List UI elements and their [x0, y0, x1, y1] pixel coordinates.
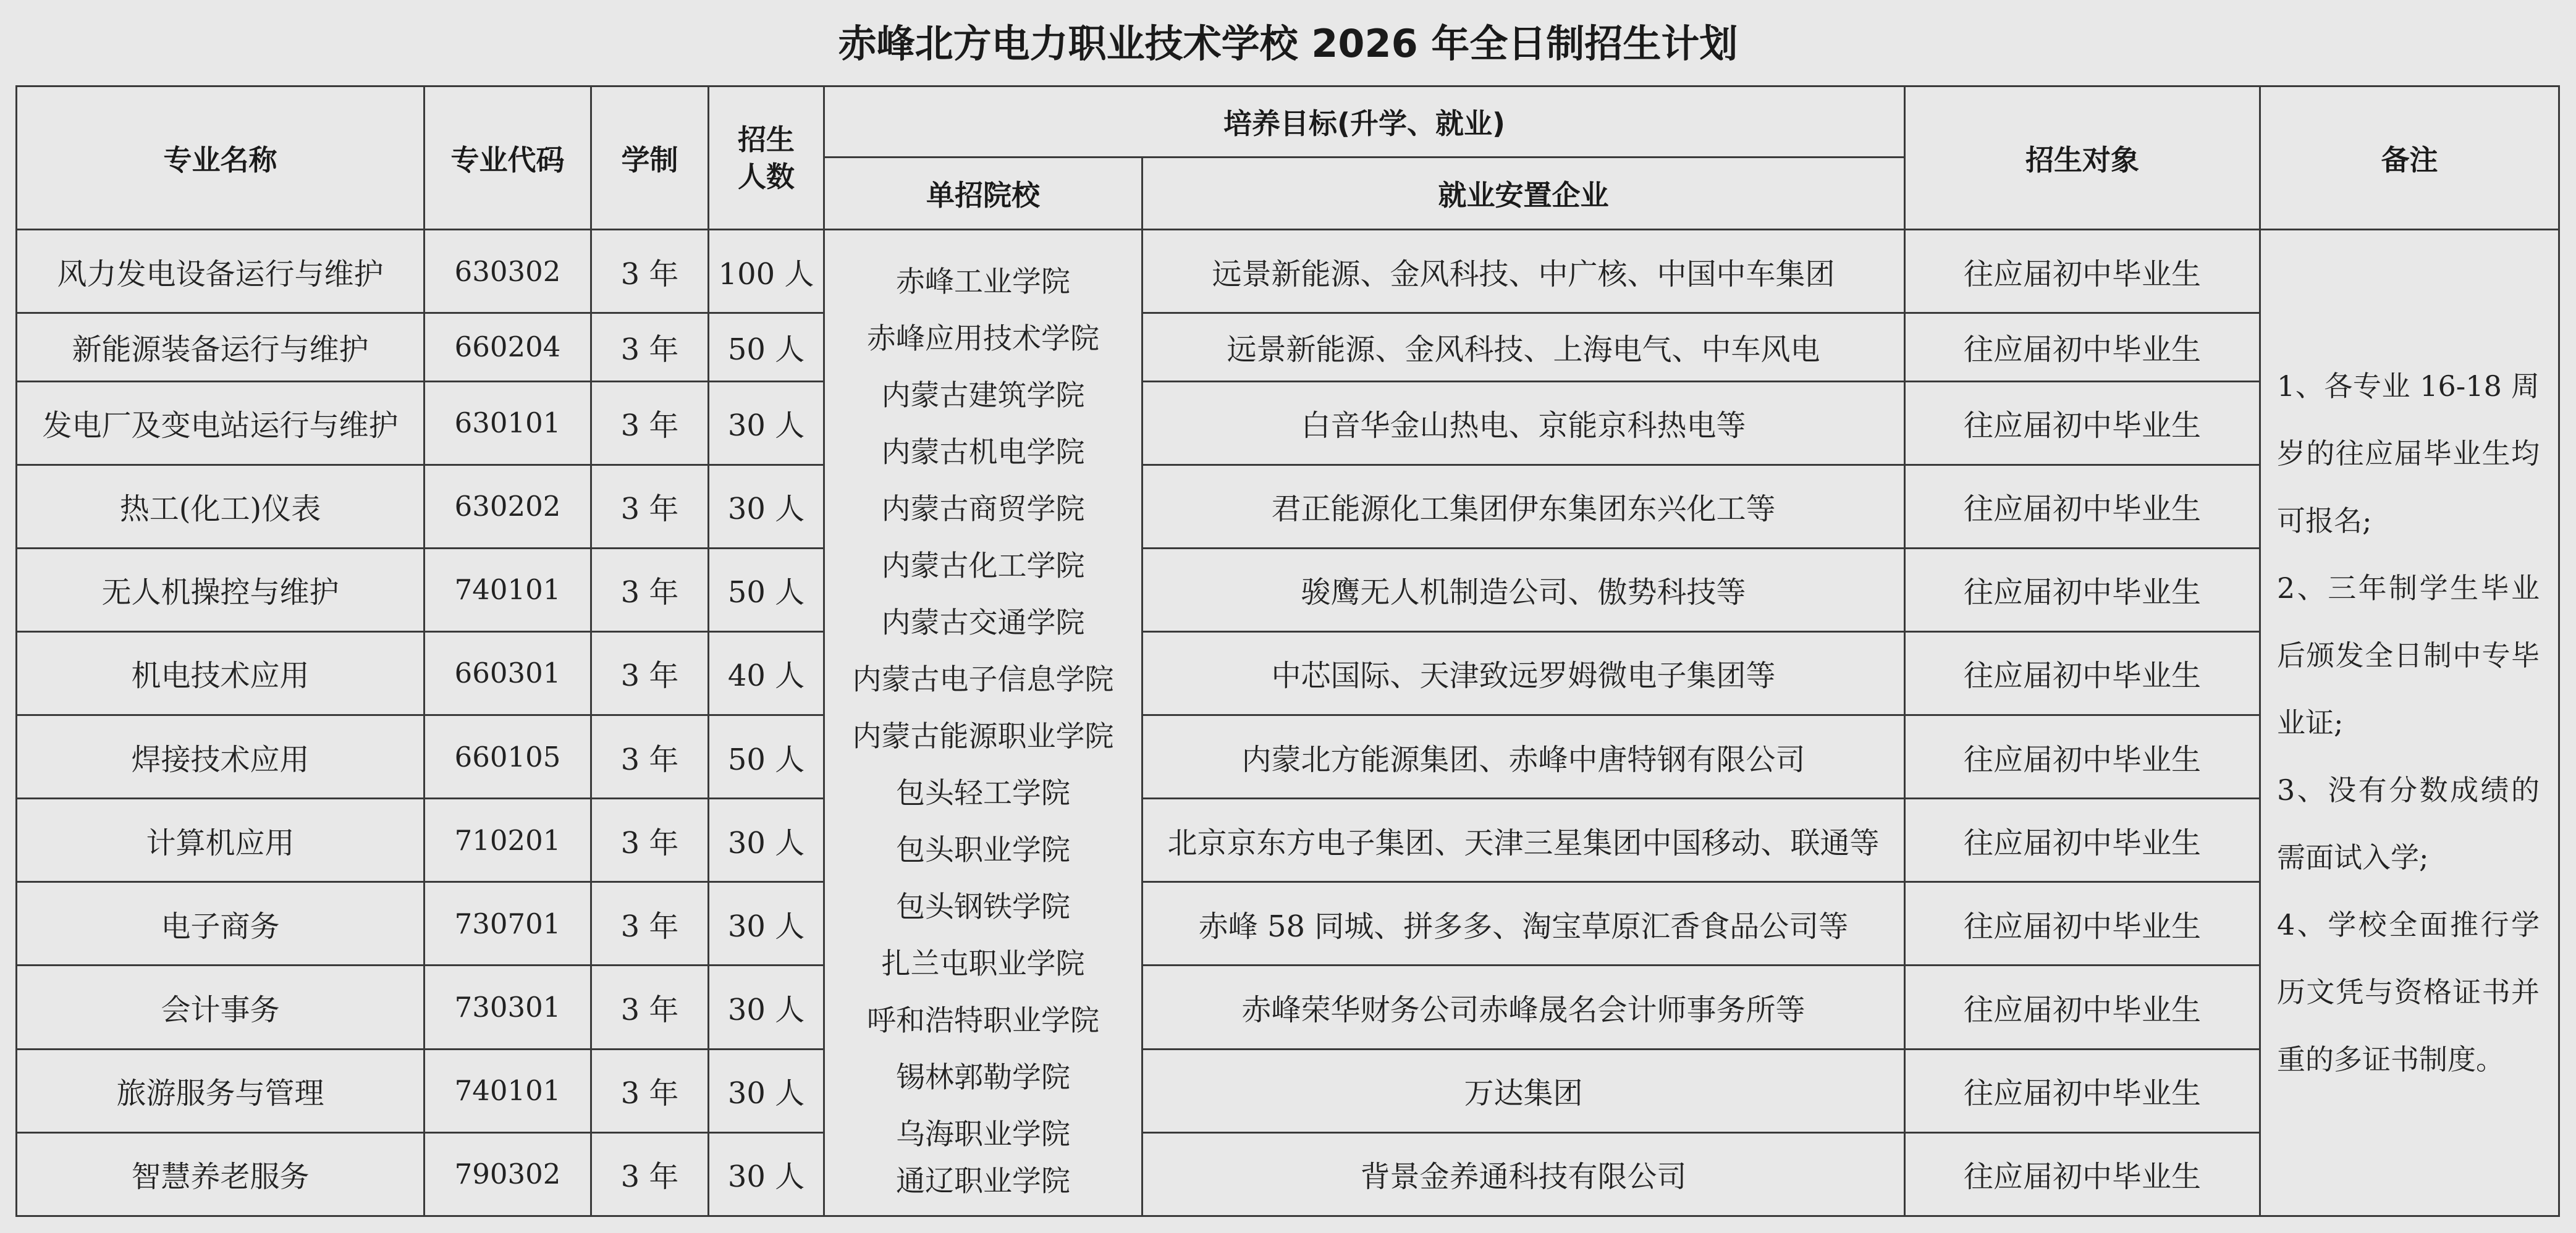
header-quota	[709, 86, 824, 230]
table-row	[17, 1132, 2559, 1216]
quota-cell: 50 人	[709, 548, 824, 631]
target-cell: 往应届初中毕业生	[1905, 230, 2260, 313]
target-cell: 往应届初中毕业生	[1905, 465, 2260, 548]
quota-cell: 50 人	[709, 313, 824, 381]
target-cell: 往应届初中毕业生	[1905, 381, 2260, 465]
major-code-cell: 660105	[424, 715, 591, 799]
employers-cell: 赤峰荣华财务公司赤峰晟名会计师事务所等	[1142, 966, 1905, 1049]
major-code-cell: 740101	[424, 548, 591, 631]
quota-cell: 30 人	[709, 799, 824, 882]
college-item: 包头钢铁学院	[896, 890, 1070, 925]
major-name-cell: 新能源装备运行与维护	[17, 313, 424, 381]
college-item: 内蒙古机电学院	[881, 436, 1085, 470]
employers-cell: 远景新能源、金风科技、上海电气、中车风电	[1142, 313, 1905, 381]
major-name-cell: 计算机应用	[17, 799, 424, 882]
quota-cell: 30 人	[709, 465, 824, 548]
target-cell: 往应届初中毕业生	[1905, 548, 2260, 631]
major-code-cell: 630302	[424, 230, 591, 313]
header-duration: 学制	[591, 86, 709, 230]
table-row	[17, 882, 2559, 966]
target-cell: 往应届初中毕业生	[1905, 966, 2260, 1049]
employers-cell: 中芯国际、天津致远罗姆微电子集团等	[1142, 631, 1905, 715]
major-name-cell: 无人机操控与维护	[17, 548, 424, 631]
employers-cell: 北京京东方电子集团、天津三星集团中国移动、联通等	[1142, 799, 1905, 882]
enrollment-plan-table	[15, 85, 2560, 1217]
major-code-cell: 710201	[424, 799, 591, 882]
major-name-cell: 旅游服务与管理	[17, 1049, 424, 1132]
target-cell: 往应届初中毕业生	[1905, 1049, 2260, 1132]
college-item: 赤峰工业学院	[896, 265, 1070, 300]
employers-cell: 内蒙北方能源集团、赤峰中唐特钢有限公司	[1142, 715, 1905, 799]
major-name-cell: 热工(化工)仪表	[17, 465, 424, 548]
college-item: 内蒙古化工学院	[881, 549, 1085, 584]
major-name-cell: 焊接技术应用	[17, 715, 424, 799]
page-title: 赤峰北方电力职业技术学校 2026 年全日制招生计划	[838, 21, 1738, 66]
quota-cell: 30 人	[709, 1132, 824, 1216]
remark-item: 1、各专业 16-18 周岁的往应届毕业生均可报名;	[2277, 369, 2540, 537]
major-code-cell: 740101	[424, 1049, 591, 1132]
major-name-cell: 风力发电设备运行与维护	[17, 230, 424, 313]
duration-cell: 3 年	[591, 230, 709, 313]
header-major: 专业名称	[17, 86, 424, 230]
colleges-list	[824, 230, 1142, 1216]
header-quota-label: 招生人数	[738, 122, 795, 193]
major-name-cell: 智慧养老服务	[17, 1132, 424, 1216]
header-code: 专业代码	[424, 86, 591, 230]
college-item: 内蒙古电子信息学院	[852, 663, 1114, 697]
employers-cell: 赤峰 58 同城、拼多多、淘宝草原汇香食品公司等	[1142, 882, 1905, 966]
employers-cell: 万达集团	[1142, 1049, 1905, 1132]
employers-cell: 背景金养通科技有限公司	[1142, 1132, 1905, 1216]
target-cell: 往应届初中毕业生	[1905, 1132, 2260, 1216]
college-item: 赤峰应用技术学院	[867, 322, 1099, 356]
major-code-cell: 660301	[424, 631, 591, 715]
header-target: 招生对象	[1905, 86, 2260, 230]
duration-cell: 3 年	[591, 1132, 709, 1216]
college-item: 扎兰屯职业学院	[881, 947, 1085, 982]
duration-cell: 3 年	[591, 715, 709, 799]
major-name-cell: 发电厂及变电站运行与维护	[17, 381, 424, 465]
target-cell: 往应届初中毕业生	[1905, 882, 2260, 966]
table-row	[17, 465, 2559, 548]
employers-cell: 君正能源化工集团伊东集团东兴化工等	[1142, 465, 1905, 548]
target-cell: 往应届初中毕业生	[1905, 799, 2260, 882]
college-item: 包头职业学院	[896, 833, 1070, 868]
college-item: 内蒙古建筑学院	[881, 379, 1085, 413]
table-row	[17, 799, 2559, 882]
header-goal: 培养目标(升学、就业)	[824, 86, 1905, 158]
college-item: 内蒙古能源职业学院	[852, 720, 1114, 754]
major-name-cell: 机电技术应用	[17, 631, 424, 715]
quota-cell: 30 人	[709, 1049, 824, 1132]
remark-item: 2、三年制学生毕业后颁发全日制中专毕业证;	[2277, 571, 2540, 739]
table-row	[17, 966, 2559, 1049]
duration-cell: 3 年	[591, 548, 709, 631]
duration-cell: 3 年	[591, 799, 709, 882]
college-item: 内蒙古商贸学院	[881, 492, 1085, 527]
major-code-cell: 790302	[424, 1132, 591, 1216]
college-item: 呼和浩特职业学院	[867, 1004, 1099, 1038]
target-cell: 往应届初中毕业生	[1905, 715, 2260, 799]
duration-cell: 3 年	[591, 882, 709, 966]
header-employers: 就业安置企业	[1142, 158, 1905, 230]
table-row	[17, 548, 2559, 631]
table-row	[17, 313, 2559, 381]
table-row	[17, 381, 2559, 465]
duration-cell: 3 年	[591, 966, 709, 1049]
major-name-cell: 会计事务	[17, 966, 424, 1049]
table-row	[17, 230, 2559, 313]
major-code-cell: 660204	[424, 313, 591, 381]
employers-cell: 远景新能源、金风科技、中广核、中国中车集团	[1142, 230, 1905, 313]
major-code-cell: 630202	[424, 465, 591, 548]
table-row	[17, 715, 2559, 799]
target-cell: 往应届初中毕业生	[1905, 313, 2260, 381]
employers-cell: 白音华金山热电、京能京科热电等	[1142, 381, 1905, 465]
quota-cell: 30 人	[709, 882, 824, 966]
duration-cell: 3 年	[591, 313, 709, 381]
target-cell: 往应届初中毕业生	[1905, 631, 2260, 715]
duration-cell: 3 年	[591, 381, 709, 465]
major-code-cell: 730301	[424, 966, 591, 1049]
major-name-cell: 电子商务	[17, 882, 424, 966]
college-item: 内蒙古交通学院	[881, 606, 1085, 641]
remark-item: 4、学校全面推行学历文凭与资格证书并重的多证书制度。	[2277, 907, 2540, 1076]
college-item: 通辽职业学院	[896, 1164, 1070, 1199]
remark-item: 3、没有分数成绩的需面试入学;	[2277, 773, 2540, 874]
remarks-cell	[2260, 230, 2559, 1216]
duration-cell: 3 年	[591, 631, 709, 715]
major-code-cell: 730701	[424, 882, 591, 966]
header-remarks: 备注	[2260, 86, 2559, 230]
duration-cell: 3 年	[591, 465, 709, 548]
major-code-cell: 630101	[424, 381, 591, 465]
duration-cell: 3 年	[591, 1049, 709, 1132]
quota-cell: 50 人	[709, 715, 824, 799]
header-colleges: 单招院校	[824, 158, 1142, 230]
quota-cell: 100 人	[709, 230, 824, 313]
quota-cell: 30 人	[709, 966, 824, 1049]
college-item: 锡林郭勒学院	[896, 1061, 1070, 1095]
table-row	[17, 1049, 2559, 1132]
quota-cell: 40 人	[709, 631, 824, 715]
employers-cell: 骏鹰无人机制造公司、傲势科技等	[1142, 548, 1905, 631]
college-item: 包头轻工学院	[896, 776, 1070, 811]
college-item: 乌海职业学院	[896, 1117, 1070, 1152]
table-row	[17, 631, 2559, 715]
quota-cell: 30 人	[709, 381, 824, 465]
